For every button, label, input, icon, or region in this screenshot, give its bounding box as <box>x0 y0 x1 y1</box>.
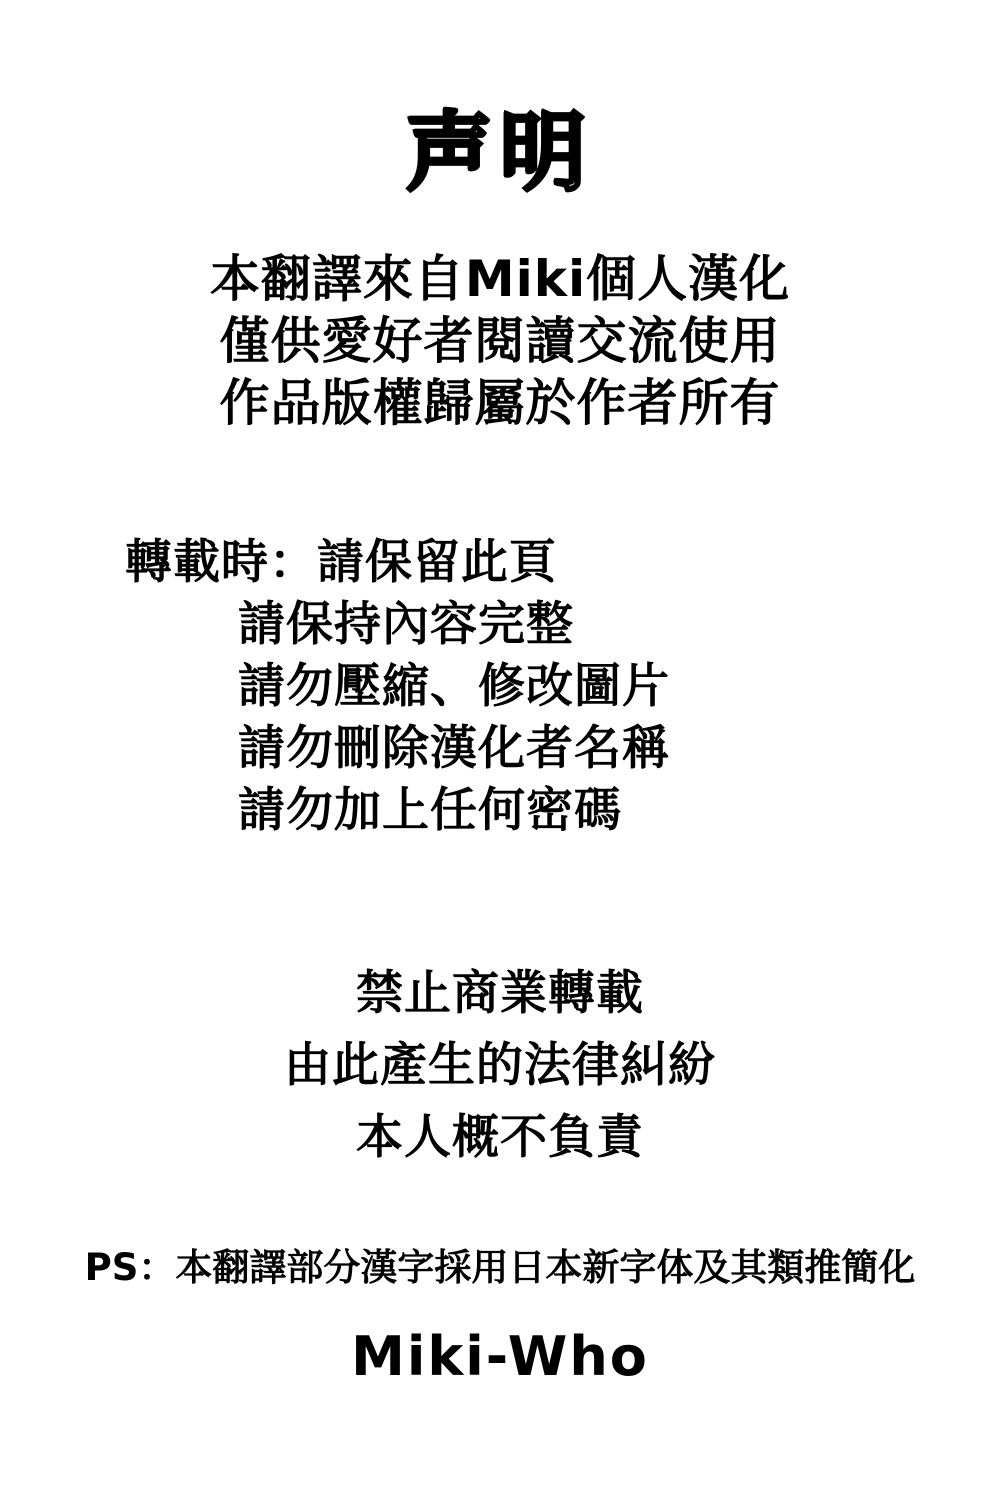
signature: Miki-Who <box>351 1325 649 1388</box>
page-title: 声明 <box>406 103 594 203</box>
repost-rule-item: 請勿刪除漢化者名稱 <box>238 721 670 776</box>
commercial-warning-paragraph <box>0 958 1000 1174</box>
intro-line-1: 本翻譯來自Miki個人漢化 <box>209 250 791 308</box>
intro-paragraph <box>0 248 1000 434</box>
warning-line-3: 本人概不負責 <box>356 1110 644 1165</box>
warning-line-2: 由此產生的法律糾紛 <box>284 1038 716 1093</box>
ps-note: PS：本翻譯部分漢字採用日本新字体及其類推簡化 <box>84 1246 916 1289</box>
repost-rules-paragraph <box>0 532 1000 842</box>
repost-rule-item: 請保持內容完整 <box>238 597 574 652</box>
intro-line-3: 作品版權歸屬於作者所有 <box>219 374 781 432</box>
repost-rule-item: 請勿壓縮、修改圖片 <box>238 659 670 714</box>
repost-rules-label: 轉載時：請保留此頁 <box>125 535 557 590</box>
intro-line-2: 僅供愛好者閱讀交流使用 <box>219 312 781 370</box>
warning-line-1: 禁止商業轉載 <box>356 966 644 1021</box>
repost-rule-item: 請勿加上任何密碼 <box>238 783 622 838</box>
